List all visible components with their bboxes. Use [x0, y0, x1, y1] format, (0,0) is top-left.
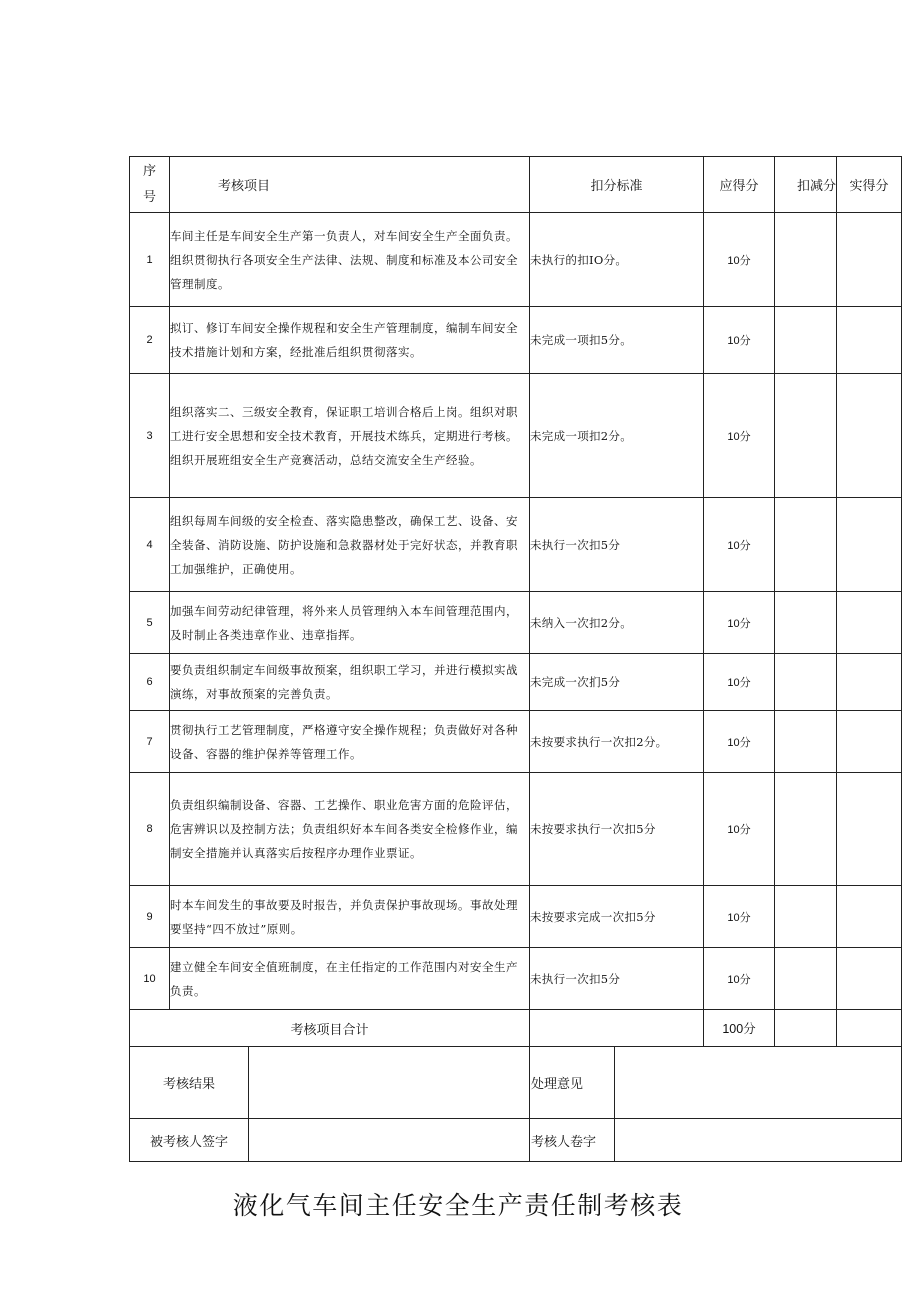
table-row: [130, 773, 902, 886]
result-label: 考核结果: [130, 1047, 249, 1119]
header-due-score: 应得分: [704, 157, 775, 213]
row-actual-field[interactable]: [837, 711, 902, 773]
result-field[interactable]: [249, 1047, 530, 1119]
row-item-text: 要负责组织制定车间级事故预案，组织职工学习，并进行模拟实战演练，对事故预案的完善负责。: [170, 654, 530, 711]
row-criteria: 未完成一次扪5分: [530, 654, 704, 711]
row-number: 10: [130, 948, 170, 1010]
row-deduct-field[interactable]: [775, 592, 837, 654]
header-seq: 序号: [130, 157, 170, 213]
assessment-table: [129, 156, 902, 1047]
row-due-score: 10分: [704, 592, 775, 654]
row-criteria: 未完成一项扣2分。: [530, 374, 704, 498]
header-item: 考核项目: [170, 157, 530, 213]
header-row: [130, 157, 902, 213]
row-deduct-field[interactable]: [775, 711, 837, 773]
row-actual-field[interactable]: [837, 374, 902, 498]
row-due-score: 10分: [704, 948, 775, 1010]
assessment-sheet: [129, 156, 902, 1162]
row-deduct-field[interactable]: [775, 213, 837, 307]
row-deduct-field[interactable]: [775, 498, 837, 592]
row-actual-field[interactable]: [837, 948, 902, 1010]
row-item-text: 加强车间劳动纪律管理，将外来人员管理纳入本车间管理范围内，及时制止各类违章作业、违章指挥。: [170, 592, 530, 654]
row-deduct-field[interactable]: [775, 773, 837, 886]
examiner-sign-label: 考核人卷字: [530, 1119, 615, 1162]
row-item-text: 拟订、修订车间安全操作规程和安全生产管理制度，编制车间安全技术措施计划和方案，经批准后组织贯彻落实。: [170, 307, 530, 374]
total-row: [130, 1010, 902, 1047]
total-criteria-cell: [530, 1010, 704, 1047]
header-deduct-score: 扣减分: [775, 157, 837, 213]
total-actual-field[interactable]: [837, 1010, 902, 1047]
row-due-score: 10分: [704, 773, 775, 886]
row-number: 3: [130, 374, 170, 498]
table-row: [130, 654, 902, 711]
header-actual-score: 实得分: [837, 157, 902, 213]
row-number: 5: [130, 592, 170, 654]
row-criteria: 未按要求完成一次扣5分: [530, 886, 704, 948]
row-actual-field[interactable]: [837, 886, 902, 948]
row-number: 6: [130, 654, 170, 711]
row-number: 7: [130, 711, 170, 773]
row-criteria: 未执行的扣IO分。: [530, 213, 704, 307]
row-item-text: 贯彻执行工艺管理制度，严格遵守安全操作规程；负责做好对各种设备、容器的维护保养等管理工作。: [170, 711, 530, 773]
row-criteria: 未执行一次扣5分: [530, 498, 704, 592]
row-deduct-field[interactable]: [775, 948, 837, 1010]
examiner-sign-field[interactable]: [615, 1119, 902, 1162]
row-criteria: 未纳入一次扣2分。: [530, 592, 704, 654]
row-item-text: 组织落实二、三级安全教育，保证职工培训合格后上岗。组织对职工进行安全思想和安全技术教育，开展技术练兵，定期进行考核。组织开展班组安全生产竞赛活动，总结交流安全生产经验。: [170, 374, 530, 498]
row-deduct-field[interactable]: [775, 654, 837, 711]
table-row: [130, 213, 902, 307]
row-actual-field[interactable]: [837, 307, 902, 374]
row-due-score: 10分: [704, 307, 775, 374]
table-row: [130, 886, 902, 948]
signature-table: [129, 1046, 902, 1162]
header-criteria: 扣分标准: [530, 157, 704, 213]
table-row: [130, 592, 902, 654]
row-actual-field[interactable]: [837, 654, 902, 711]
table-row: [130, 374, 902, 498]
row-number: 1: [130, 213, 170, 307]
row-actual-field[interactable]: [837, 592, 902, 654]
total-deduct-field[interactable]: [775, 1010, 837, 1047]
row-due-score: 10分: [704, 654, 775, 711]
row-criteria: 未按要求执行一次扣5分: [530, 773, 704, 886]
row-number: 9: [130, 886, 170, 948]
row-item-text: 车间主任是车间安全生产第一负责人，对车间安全生产全面负责。组织贯彻执行各项安全生产法律、法规、制度和标准及本公司安全管理制度。: [170, 213, 530, 307]
table-row: [130, 498, 902, 592]
table-row: [130, 307, 902, 374]
row-actual-field[interactable]: [837, 213, 902, 307]
table-row: [130, 711, 902, 773]
row-number: 8: [130, 773, 170, 886]
row-actual-field[interactable]: [837, 773, 902, 886]
row-criteria: 未按要求执行一次扣2分。: [530, 711, 704, 773]
row-criteria: 未完成一项扣5分。: [530, 307, 704, 374]
row-item-text: 建立健全车间安全值班制度，在主任指定的工作范围内对安全生产负责。: [170, 948, 530, 1010]
total-score: 100分: [704, 1010, 775, 1047]
table-row: [130, 948, 902, 1010]
row-deduct-field[interactable]: [775, 886, 837, 948]
row-deduct-field[interactable]: [775, 374, 837, 498]
row-criteria: 未执行一次扣5分: [530, 948, 704, 1010]
row-number: 2: [130, 307, 170, 374]
row-due-score: 10分: [704, 374, 775, 498]
opinion-field[interactable]: [615, 1047, 902, 1119]
row-deduct-field[interactable]: [775, 307, 837, 374]
examinee-sign-field[interactable]: [249, 1119, 530, 1162]
row-due-score: 10分: [704, 711, 775, 773]
total-label: 考核项目合计: [130, 1010, 530, 1047]
opinion-label: 处理意见: [530, 1047, 615, 1119]
row-item-text: 时本车间发生的事故要及时报告，并负责保护事故现场。事故处理要坚持“四不放过”原则。: [170, 886, 530, 948]
examinee-sign-label: 被考核人签字: [130, 1119, 249, 1162]
document-title: 液化气车间主任安全生产责任制考核表: [232, 1191, 684, 1220]
row-actual-field[interactable]: [837, 498, 902, 592]
row-item-text: 组织每周车间级的安全检查、落实隐患整改，确保工艺、设备、安全装备、消防设施、防护设施和急救器材处于完好状态，并教育职工加强维护，正确使用。: [170, 498, 530, 592]
row-due-score: 10分: [704, 498, 775, 592]
row-number: 4: [130, 498, 170, 592]
row-due-score: 10分: [704, 213, 775, 307]
row-due-score: 10分: [704, 886, 775, 948]
row-item-text: 负责组织编制设备、容器、工艺操作、职业危害方面的危险评估，危害辨识以及控制方法；负责组织好本车间各类安全检修作业，编制安全措施并认真落实后按程序办理作业票证。: [170, 773, 530, 886]
